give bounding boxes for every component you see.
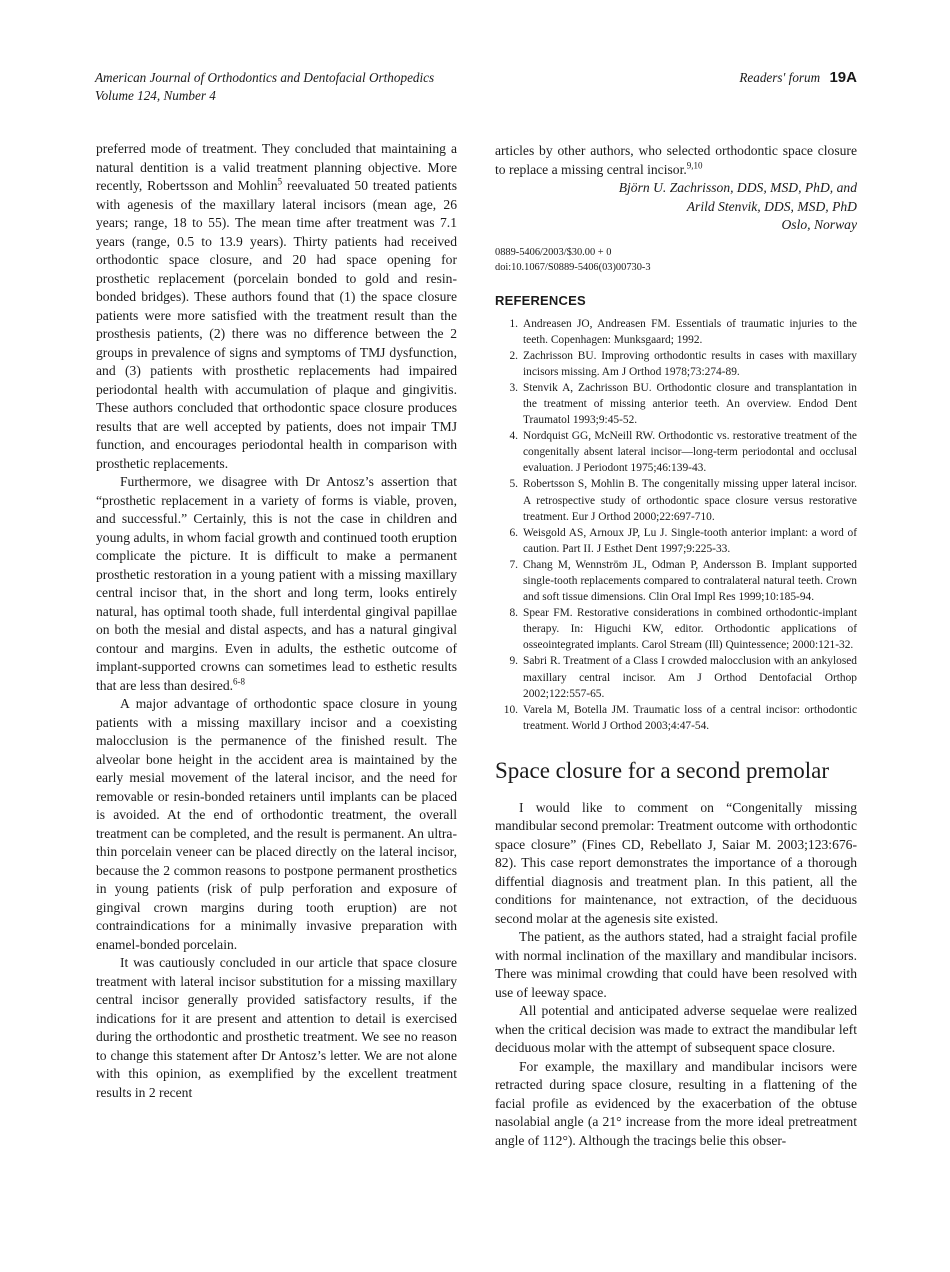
paragraph: I would like to comment on “Congenitally missing mandibular second premolar: Treatment outcome with orthodontic space closure” (Fines CD, Rebellato J, Saiar M. 2003;123:676-82). This case report demonstrates the importance of a thorough diffential diagnosis and treatment plan. In this patient, all the conditions for maintenance, not extraction, of the deciduous second molar at the agenesis site existed.	[495, 799, 857, 926]
reference-text: Sabri R. Treatment of a Class I crowded malocclusion with an ankylosed maxillary central incisor. Am J Orthod Dentofacial Orthop 2002;122:557-65.	[523, 655, 857, 700]
reference-item	[495, 476, 857, 524]
reference-text: Spear FM. Restorative considerations in combined orthodontic-implant therapy. In: Higuchi KW, editor. Orthodontic applications of osseointegrated implants. Carol Stream (Ill) Quintessence; 2000:121-32.	[523, 607, 857, 652]
reference-number: 4.	[509, 430, 518, 443]
paragraph: preferred mode of treatment. They concluded that maintaining a natural dentition is a valid treatment planning objective. More recently, Robertsson and Mohlin$^5$ reevaluated 50 treated patients with agenesis of the maxillary lateral incisors (mean age, 26 years; range, 18 to 55). The mean time after treatment was 7.1 years (range, 0.5 to 13.9 years). Thirty patients had received orthodontic space closure, and 20 had space opening for prosthetic replacement (porcelain bonded to gold and resin-bonded bridges). These authors found that (1) the space closure patients were more satisfied with the treatment result than the prosthesis patients, (2) there was no difference between the 2 groups in prevalence of signs and symptoms of TMJ dysfunction, and (3) patients with prosthetic replacements had impaired periodontal health with accumulation of plaque and gingivitis. These authors concluded that orthodontic space closure produces results that are well accepted by patients, does not impair TMJ function, and encourages periodontal health in comparison with prosthetic replacements.	[96, 141, 457, 471]
paragraph: A major advantage of orthodontic space closure in young patients with a missing maxillary incisor and a coexisting malocclusion is the permanence of the finished result. The alveolar bone height in the accident area is maintained by the early mesial movement of the lateral incisor, and the need for removable or resin-bonded retainers until implants can be placed is avoided. At the end of orthodontic treatment, the overall treatment can be completed, and the result is permanent. An ultra-thin porcelain veneer can be placed directly on the lateral incisor, because the 2 common reasons to postpone permanent prosthetics in young patients (risk of pulp perforation and exposure of gingival crown margins during tooth eruption) are not contraindications for a minimally invasive preparation with enamel-bonded porcelain.	[96, 696, 457, 952]
journal-title: American Journal of Orthodontics and Dentofacial Orthopedics	[95, 70, 435, 85]
running-header-right	[739, 69, 857, 87]
doi-line: doi:10.1067/S0889-5406(03)00730-3	[495, 261, 651, 273]
reference-text: Weisgold AS, Arnoux JP, Lu J. Single-tooth anterior implant: a word of caution. Part II. J Esthet Dent 1997;9:225-33.	[523, 526, 857, 555]
reference-item	[495, 380, 857, 428]
reference-item	[495, 702, 857, 734]
reference-item	[495, 605, 857, 653]
reference-text: Robertsson S, Mohlin B. The congenitally missing upper lateral incisor. A retrospective study of orthodontic space closure versus restorative treatment. Eur J Orthod 2000;22:697-710.	[523, 478, 857, 523]
references-heading: REFERENCES	[495, 292, 586, 308]
paragraph: Furthermore, we disagree with Dr Antosz’s assertion that “prosthetic replacement in a variety of forms is viable, proven, and successful.” Certainly, this is not the case in children and young adults, in whom facial growth and continued tooth eruption complicate the picture. It is difficult to make a permanent prosthetic restoration in a young patient with a missing maxillary central incisor that, in the short and long term, looks entirely natural, has optimal tooth shade, full interdental gingival papillae on both the mesial and distal aspects, and has a natural gingival contour and margins. Even in adults, the esthetic outcome of implant-supported crowns can sometimes lead to esthetic results that are less than desired.$^{6-8}$	[96, 474, 457, 693]
citation: 9,10	[686, 159, 703, 170]
paragraph: The patient, as the authors stated, had a straight facial profile with normal inclination of the maxillary and mandibular incisors. There was minimal crowding that could have been resolved with use of leeway space.	[495, 929, 857, 1000]
reference-text: Nordquist GG, McNeill RW. Orthodontic vs. restorative treatment of the congenitally absent lateral incisor—long-term periodontal and occlusal evaluation. J Periodont 1975;46:139-43.	[523, 430, 857, 475]
reference-item	[495, 653, 857, 701]
reference-text: Andreasen JO, Andreasen FM. Essentials of traumatic injuries to the teeth. Copenhagen: Munksgaard; 1992.	[523, 317, 857, 346]
reference-text: Zachrisson BU. Improving orthodontic results in cases with maxillary incisors missing. Am J Orthod 1978;73:274-89.	[523, 349, 857, 378]
reference-number: 2.	[509, 349, 518, 362]
paragraph: It was cautiously concluded in our article that space closure treatment with lateral incisor substitution for a missing maxillary central incisor generally provided satisfactory results, if the indications for it are present and attention to detail is exercised during the orthodontic and prosthetic treatment. We see no reason to change this statement after Dr Antosz’s letter. We are not alone with this opinion, as exemplified by the excellent treatment results in 2 recent	[96, 955, 457, 1100]
article-heading: Space closure for a second premolar	[495, 757, 829, 783]
article-metadata	[495, 245, 857, 275]
reference-number: 3.	[509, 381, 518, 394]
running-header-left	[95, 69, 434, 105]
left-column	[96, 140, 457, 1102]
citation: 6-8	[233, 675, 246, 686]
right-column	[495, 142, 857, 1150]
reference-item	[495, 557, 857, 605]
paragraph: articles by other authors, who selected orthodontic space closure to replace a missing central incisor.$^{9,10}$	[495, 143, 857, 177]
issn-line: 0889-5406/2003/$30.00 + 0	[495, 246, 612, 258]
citation: 5	[277, 176, 283, 187]
reference-list	[495, 316, 857, 734]
journal-volume: Volume 124, Number 4	[95, 88, 216, 103]
reference-number: 8.	[509, 607, 518, 620]
paragraph: All potential and anticipated adverse sequelae were realized when the critical decision was made to extract the mandibular left deciduous molar with the attempt of subsequent space closure.	[495, 1003, 857, 1056]
reference-item	[495, 316, 857, 348]
reference-number: 9.	[509, 655, 518, 668]
reference-number: 1.	[509, 317, 518, 330]
reference-text: Stenvik A, Zachrisson BU. Orthodontic closure and transplantation in the treatment of missing anterior teeth. An overview. Endod Dent Traumatol 1993;9:45-52.	[523, 381, 857, 427]
reference-number: 10.	[503, 703, 518, 716]
reference-text: Chang M, Wennström JL, Odman P, Andersson B. Implant supported single-tooth replacements compared to contralateral natural teeth. Crown and soft tissue dimensions. Clin Oral Impl Res 1999;10:185-94.	[523, 558, 857, 604]
section-title: Readers' forum	[739, 70, 821, 85]
reference-text: Varela M, Botella JM. Traumatic loss of a central incisor: orthodontic treatment. World J Orthod 2003;4:47-54.	[523, 703, 857, 732]
reference-number: 5.	[509, 478, 518, 491]
page-number: 19A	[829, 69, 857, 86]
reference-item	[495, 428, 857, 476]
author-signature: Björn U. Zachrisson, DDS, MSD, PhD, and Arild Stenvik, DDS, MSD, PhD Oslo, Norway	[618, 180, 857, 232]
reference-number: 6.	[509, 526, 518, 539]
reference-item	[495, 348, 857, 380]
paragraph: For example, the maxillary and mandibular incisors were retracted during space closure, resulting in a flattening of the facial profile as evidenced by the exacerbation of the obtuse nasolabial angle (a 21° increase from the more ideal pretreatment angle of 112°). Although the tracings belie this obser-	[495, 1058, 857, 1148]
reference-number: 7.	[509, 558, 518, 571]
reference-item	[495, 525, 857, 557]
